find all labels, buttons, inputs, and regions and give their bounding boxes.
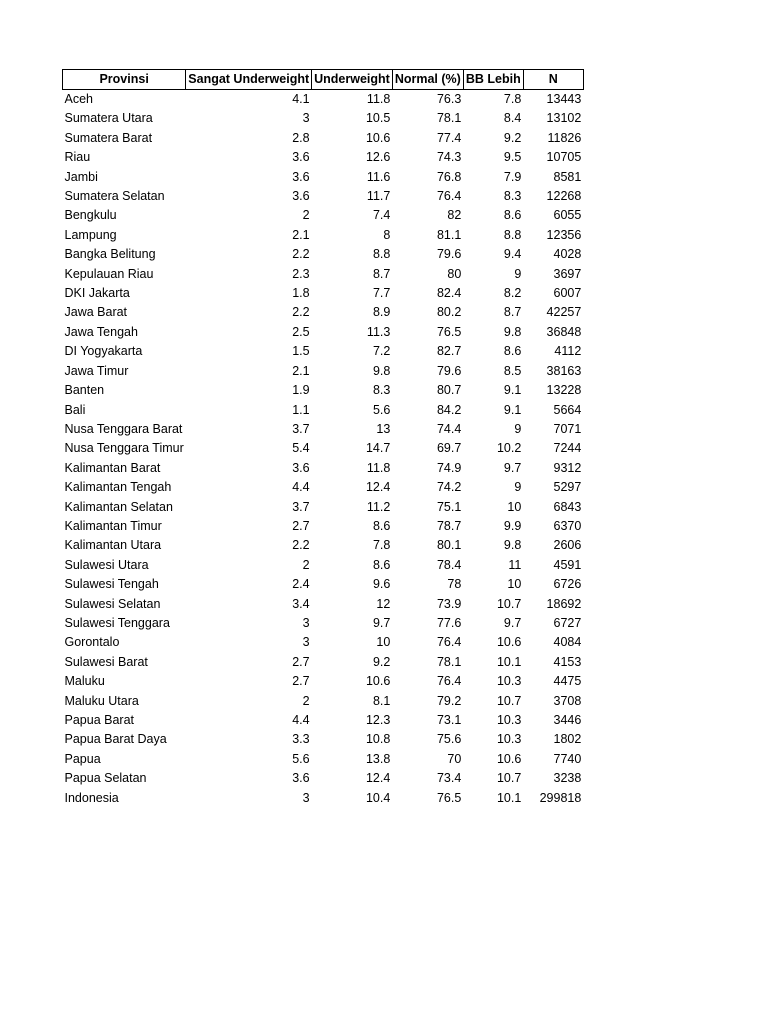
table-row bbox=[63, 303, 584, 322]
province-cell[interactable]: Nusa Tenggara Barat bbox=[64, 421, 183, 436]
table-row bbox=[63, 633, 584, 652]
value-cell[interactable]: 79.6 bbox=[436, 247, 462, 262]
value-cell[interactable]: 7.8 bbox=[372, 538, 391, 553]
column-header[interactable]: Underweight bbox=[312, 70, 393, 90]
province-cell[interactable]: Sumatera Selatan bbox=[64, 189, 165, 204]
value-cell[interactable]: 2 bbox=[302, 693, 310, 708]
value-cell[interactable]: 9.7 bbox=[503, 615, 522, 630]
table-row bbox=[63, 420, 584, 439]
value-cell[interactable]: 12.4 bbox=[365, 771, 391, 786]
value-cell[interactable]: 75.6 bbox=[436, 732, 462, 747]
value-cell[interactable]: 2606 bbox=[553, 538, 582, 553]
value-cell[interactable]: 7.7 bbox=[372, 286, 391, 301]
province-cell[interactable]: Papua Barat Daya bbox=[64, 732, 167, 747]
value-cell[interactable]: 5297 bbox=[553, 480, 582, 495]
value-cell[interactable]: 12.3 bbox=[365, 713, 391, 727]
value-cell[interactable]: 36848 bbox=[546, 324, 582, 339]
value-cell[interactable]: 79.2 bbox=[436, 693, 462, 708]
value-cell[interactable]: 4591 bbox=[553, 557, 582, 572]
province-cell[interactable]: Aceh bbox=[64, 92, 93, 106]
value-cell[interactable]: 13102 bbox=[546, 111, 582, 126]
value-cell[interactable]: 4.4 bbox=[292, 713, 310, 727]
value-cell[interactable]: 73.4 bbox=[436, 771, 462, 786]
province-cell[interactable]: Kepulauan Riau bbox=[64, 266, 154, 281]
value-cell[interactable]: 3 bbox=[302, 111, 310, 126]
table-row bbox=[63, 226, 584, 245]
value-cell[interactable]: 2.7 bbox=[292, 674, 310, 689]
table-row bbox=[63, 168, 584, 187]
value-cell[interactable]: 9.8 bbox=[503, 324, 522, 339]
value-cell[interactable]: 3708 bbox=[553, 693, 582, 708]
value-cell[interactable]: 80 bbox=[447, 266, 462, 281]
table-row bbox=[63, 595, 584, 614]
province-cell[interactable]: Jawa Timur bbox=[64, 363, 129, 378]
value-cell[interactable]: 4028 bbox=[553, 247, 582, 262]
value-cell[interactable]: 75.1 bbox=[436, 499, 462, 514]
value-cell[interactable]: 4084 bbox=[553, 635, 582, 650]
value-cell[interactable]: 76.4 bbox=[436, 189, 462, 204]
value-cell[interactable]: 18692 bbox=[546, 596, 582, 611]
value-cell[interactable]: 299818 bbox=[539, 790, 582, 805]
value-cell[interactable]: 2 bbox=[302, 208, 310, 223]
value-cell[interactable]: 2 bbox=[302, 557, 310, 572]
column-header[interactable]: BB Lebih bbox=[463, 70, 523, 90]
value-cell[interactable]: 2.7 bbox=[292, 518, 310, 533]
value-cell[interactable]: 10.6 bbox=[496, 635, 522, 650]
table-row bbox=[63, 672, 584, 691]
value-cell[interactable]: 82 bbox=[447, 208, 462, 223]
value-cell[interactable]: 1.8 bbox=[292, 286, 310, 301]
value-cell[interactable]: 6055 bbox=[553, 208, 582, 223]
value-cell[interactable]: 78.4 bbox=[436, 557, 462, 572]
value-cell[interactable]: 8.1 bbox=[372, 693, 391, 708]
value-cell[interactable]: 4.1 bbox=[292, 92, 310, 106]
value-cell[interactable]: 9.5 bbox=[503, 150, 522, 165]
value-cell[interactable]: 9.7 bbox=[503, 460, 522, 475]
table-row bbox=[63, 342, 584, 361]
province-cell[interactable]: Papua Selatan bbox=[64, 771, 147, 786]
value-cell[interactable]: 82.7 bbox=[436, 344, 462, 359]
table-row bbox=[63, 769, 584, 788]
value-cell[interactable]: 10.3 bbox=[496, 732, 522, 747]
value-cell[interactable]: 3.4 bbox=[292, 596, 310, 611]
province-cell[interactable]: Bengkulu bbox=[64, 208, 117, 223]
province-cell[interactable]: Sulawesi Tengah bbox=[64, 577, 159, 592]
value-cell[interactable]: 5.4 bbox=[292, 441, 310, 456]
value-cell[interactable]: 10 bbox=[376, 635, 391, 650]
table-row bbox=[63, 692, 584, 711]
value-cell[interactable]: 4153 bbox=[553, 654, 582, 669]
value-cell[interactable]: 8.5 bbox=[503, 363, 522, 378]
value-cell[interactable]: 8.6 bbox=[372, 518, 391, 533]
value-cell[interactable]: 10.5 bbox=[365, 111, 391, 126]
value-cell[interactable]: 76.5 bbox=[436, 790, 462, 805]
value-cell[interactable]: 78 bbox=[447, 577, 462, 592]
value-cell[interactable]: 9 bbox=[514, 480, 522, 495]
value-cell[interactable]: 3.3 bbox=[292, 732, 310, 747]
province-cell[interactable]: Lampung bbox=[64, 227, 117, 242]
value-cell[interactable]: 11.7 bbox=[366, 189, 391, 204]
province-cell[interactable]: Maluku Utara bbox=[64, 693, 139, 708]
value-cell[interactable]: 9.8 bbox=[372, 363, 391, 378]
value-cell[interactable]: 11 bbox=[508, 557, 522, 572]
value-cell[interactable]: 7.8 bbox=[503, 92, 522, 106]
value-cell[interactable]: 13443 bbox=[546, 92, 582, 106]
value-cell[interactable]: 9 bbox=[514, 266, 522, 281]
value-cell[interactable]: 10 bbox=[507, 499, 522, 514]
value-cell[interactable]: 5.6 bbox=[372, 402, 391, 417]
value-cell[interactable]: 11.2 bbox=[366, 499, 391, 514]
table-row bbox=[63, 750, 584, 769]
province-cell[interactable]: Banten bbox=[64, 383, 105, 398]
value-cell[interactable]: 10.3 bbox=[496, 713, 522, 727]
value-cell[interactable]: 2.4 bbox=[292, 577, 310, 592]
table-row bbox=[63, 148, 584, 167]
value-cell[interactable]: 77.6 bbox=[436, 615, 462, 630]
value-cell[interactable]: 8.2 bbox=[503, 286, 522, 301]
province-cell[interactable]: Kalimantan Utara bbox=[64, 538, 162, 553]
spreadsheet bbox=[62, 69, 584, 808]
province-cell[interactable]: Papua bbox=[64, 751, 101, 766]
province-cell[interactable]: Sulawesi Selatan bbox=[64, 596, 161, 611]
province-cell[interactable]: Bali bbox=[64, 402, 86, 417]
table-row bbox=[63, 789, 584, 808]
value-cell[interactable]: 11826 bbox=[547, 130, 582, 145]
value-cell[interactable]: 73.9 bbox=[436, 596, 462, 611]
province-cell[interactable]: Jawa Barat bbox=[64, 305, 128, 320]
table-row bbox=[63, 284, 584, 303]
value-cell[interactable]: 80.2 bbox=[436, 305, 462, 320]
column-header[interactable]: Normal (%) bbox=[392, 70, 463, 90]
table-body bbox=[63, 90, 584, 809]
table-row bbox=[63, 362, 584, 381]
value-cell[interactable]: 13228 bbox=[546, 383, 582, 398]
value-cell[interactable]: 4475 bbox=[553, 674, 582, 689]
value-cell[interactable]: 13.8 bbox=[365, 751, 391, 766]
value-cell[interactable]: 3.6 bbox=[292, 189, 310, 204]
value-cell[interactable]: 1802 bbox=[553, 732, 582, 747]
value-cell[interactable]: 9.2 bbox=[372, 654, 391, 669]
value-cell[interactable]: 7244 bbox=[553, 441, 582, 456]
value-cell[interactable]: 8581 bbox=[553, 169, 582, 184]
table-row bbox=[63, 459, 584, 478]
value-cell[interactable]: 77.4 bbox=[436, 130, 462, 145]
header-row bbox=[63, 70, 584, 90]
value-cell[interactable]: 73.1 bbox=[436, 713, 462, 727]
province-cell[interactable]: Gorontalo bbox=[64, 635, 120, 650]
province-cell[interactable]: Riau bbox=[64, 150, 91, 165]
value-cell[interactable]: 2.1 bbox=[292, 227, 310, 242]
province-cell[interactable]: Sumatera Utara bbox=[64, 111, 153, 126]
value-cell[interactable]: 7.9 bbox=[503, 169, 522, 184]
value-cell[interactable]: 9.2 bbox=[503, 130, 522, 145]
value-cell[interactable]: 9.9 bbox=[503, 518, 522, 533]
value-cell[interactable]: 11.6 bbox=[366, 169, 391, 184]
table-row bbox=[63, 536, 584, 555]
value-cell[interactable]: 8.3 bbox=[372, 383, 391, 398]
value-cell[interactable]: 8 bbox=[383, 227, 391, 242]
value-cell[interactable]: 4112 bbox=[554, 344, 582, 359]
value-cell[interactable]: 74.3 bbox=[436, 150, 462, 165]
value-cell[interactable]: 3 bbox=[302, 635, 310, 650]
table-row bbox=[63, 711, 584, 730]
province-cell[interactable]: Indonesia bbox=[64, 790, 119, 805]
value-cell[interactable]: 10.7 bbox=[496, 771, 522, 786]
province-cell[interactable]: Sumatera Barat bbox=[64, 130, 153, 145]
value-cell[interactable]: 9.7 bbox=[372, 615, 391, 630]
value-cell[interactable]: 3 bbox=[302, 790, 310, 805]
value-cell[interactable]: 3.6 bbox=[292, 460, 310, 475]
value-cell[interactable]: 2.2 bbox=[292, 538, 310, 553]
province-cell[interactable]: Jambi bbox=[64, 169, 98, 184]
value-cell[interactable]: 8.8 bbox=[503, 227, 522, 242]
table-row bbox=[63, 381, 584, 400]
province-cell[interactable]: Jawa Tengah bbox=[64, 324, 138, 339]
value-cell[interactable]: 9.8 bbox=[503, 538, 522, 553]
value-cell[interactable]: 8.8 bbox=[372, 247, 391, 262]
value-cell[interactable]: 3.7 bbox=[292, 499, 310, 514]
table-row bbox=[63, 401, 584, 420]
value-cell[interactable]: 3238 bbox=[553, 771, 582, 786]
value-cell[interactable]: 7740 bbox=[553, 751, 582, 766]
table-row bbox=[63, 498, 584, 517]
province-cell[interactable]: Kalimantan Selatan bbox=[64, 499, 173, 514]
value-cell[interactable]: 84.2 bbox=[436, 402, 462, 417]
value-cell[interactable]: 12268 bbox=[546, 189, 582, 204]
value-cell[interactable]: 10.6 bbox=[365, 674, 391, 689]
table-row bbox=[63, 439, 584, 458]
value-cell[interactable]: 7.4 bbox=[372, 208, 391, 223]
table-row bbox=[63, 265, 584, 284]
province-cell[interactable]: Kalimantan Tengah bbox=[64, 480, 172, 495]
value-cell[interactable]: 9.4 bbox=[503, 247, 522, 262]
value-cell[interactable]: 8.7 bbox=[503, 305, 522, 320]
value-cell[interactable]: 10.3 bbox=[496, 674, 522, 689]
province-cell[interactable]: Maluku bbox=[64, 674, 105, 689]
table-row bbox=[63, 323, 584, 342]
value-cell[interactable]: 5664 bbox=[553, 402, 582, 417]
value-cell[interactable]: 5.6 bbox=[292, 751, 310, 766]
value-cell[interactable]: 10.6 bbox=[496, 751, 522, 766]
value-cell[interactable]: 10 bbox=[507, 577, 522, 592]
value-cell[interactable]: 3446 bbox=[553, 713, 582, 727]
value-cell[interactable]: 11.3 bbox=[366, 324, 391, 339]
column-header[interactable]: Provinsi bbox=[63, 70, 186, 90]
value-cell[interactable]: 74.4 bbox=[436, 421, 462, 436]
province-cell[interactable]: Nusa Tenggara Timur bbox=[64, 441, 184, 456]
value-cell[interactable]: 80.1 bbox=[436, 538, 462, 553]
value-cell[interactable]: 80.7 bbox=[436, 383, 462, 398]
value-cell[interactable]: 3 bbox=[302, 615, 310, 630]
value-cell[interactable]: 76.8 bbox=[436, 169, 462, 184]
value-cell[interactable]: 8.4 bbox=[503, 111, 522, 126]
province-cell[interactable]: Sulawesi Utara bbox=[64, 557, 149, 572]
value-cell[interactable]: 10705 bbox=[546, 150, 582, 165]
table-row bbox=[63, 109, 584, 128]
value-cell[interactable]: 8.6 bbox=[503, 344, 522, 359]
value-cell[interactable]: 10.6 bbox=[365, 130, 391, 145]
value-cell[interactable]: 6727 bbox=[553, 615, 582, 630]
value-cell[interactable]: 10.8 bbox=[365, 732, 391, 747]
value-cell[interactable]: 8.7 bbox=[372, 266, 391, 281]
province-cell[interactable]: Sulawesi Barat bbox=[64, 654, 148, 669]
value-cell[interactable]: 12.4 bbox=[365, 480, 391, 495]
table-row bbox=[63, 478, 584, 497]
value-cell[interactable]: 10.7 bbox=[496, 693, 522, 708]
value-cell[interactable]: 11.8 bbox=[366, 92, 391, 106]
value-cell[interactable]: 7.2 bbox=[372, 344, 391, 359]
value-cell[interactable]: 7071 bbox=[553, 421, 582, 436]
value-cell[interactable]: 1.9 bbox=[292, 383, 310, 398]
value-cell[interactable]: 8.9 bbox=[372, 305, 391, 320]
table-row bbox=[63, 730, 584, 749]
value-cell[interactable]: 8.3 bbox=[503, 189, 522, 204]
value-cell[interactable]: 82.4 bbox=[436, 286, 462, 301]
value-cell[interactable]: 74.9 bbox=[436, 460, 462, 475]
value-cell[interactable]: 76.5 bbox=[436, 324, 462, 339]
data-table bbox=[62, 69, 584, 808]
value-cell[interactable]: 10.7 bbox=[496, 596, 522, 611]
value-cell[interactable]: 3.6 bbox=[292, 150, 310, 165]
value-cell[interactable]: 2.1 bbox=[292, 363, 310, 378]
value-cell[interactable]: 10.2 bbox=[496, 441, 522, 456]
value-cell[interactable]: 12.6 bbox=[365, 150, 391, 165]
value-cell[interactable]: 78.7 bbox=[436, 518, 462, 533]
value-cell[interactable]: 6007 bbox=[553, 286, 582, 301]
value-cell[interactable]: 76.4 bbox=[436, 635, 462, 650]
value-cell[interactable]: 78.1 bbox=[436, 654, 462, 669]
value-cell[interactable]: 3.6 bbox=[292, 169, 310, 184]
value-cell[interactable]: 3697 bbox=[553, 266, 582, 281]
value-cell[interactable]: 1.5 bbox=[292, 344, 310, 359]
province-cell[interactable]: Kalimantan Timur bbox=[64, 518, 162, 533]
value-cell[interactable]: 38163 bbox=[546, 363, 582, 378]
value-cell[interactable]: 76.3 bbox=[436, 92, 462, 106]
table-row bbox=[63, 245, 584, 264]
value-cell[interactable]: 42257 bbox=[546, 305, 582, 320]
table-row bbox=[63, 517, 584, 536]
table-row bbox=[63, 187, 584, 206]
table-row bbox=[63, 90, 584, 110]
table-row bbox=[63, 653, 584, 672]
value-cell[interactable]: 9.1 bbox=[503, 402, 522, 417]
value-cell[interactable]: 12356 bbox=[546, 227, 582, 242]
value-cell[interactable]: 10.1 bbox=[496, 790, 522, 805]
value-cell[interactable]: 6370 bbox=[553, 518, 582, 533]
value-cell[interactable]: 2.8 bbox=[292, 130, 310, 145]
table-row bbox=[63, 206, 584, 225]
value-cell[interactable]: 2.5 bbox=[292, 324, 310, 339]
value-cell[interactable]: 79.6 bbox=[436, 363, 462, 378]
value-cell[interactable]: 9.6 bbox=[372, 577, 391, 592]
value-cell[interactable]: 9312 bbox=[553, 460, 582, 475]
table-row bbox=[63, 556, 584, 575]
value-cell[interactable]: 10.4 bbox=[365, 790, 391, 805]
province-cell[interactable]: Sulawesi Tenggara bbox=[64, 615, 170, 630]
value-cell[interactable]: 69.7 bbox=[436, 441, 462, 456]
value-cell[interactable]: 2.2 bbox=[292, 247, 310, 262]
province-cell[interactable]: Kalimantan Barat bbox=[64, 460, 161, 475]
value-cell[interactable]: 8.6 bbox=[372, 557, 391, 572]
province-cell[interactable]: DI Yogyakarta bbox=[64, 344, 143, 359]
value-cell[interactable]: 8.6 bbox=[503, 208, 522, 223]
value-cell[interactable]: 81.1 bbox=[436, 227, 462, 242]
value-cell[interactable]: 6726 bbox=[553, 577, 582, 592]
province-cell[interactable]: DKI Jakarta bbox=[64, 286, 130, 301]
value-cell[interactable]: 3.7 bbox=[292, 421, 310, 436]
value-cell[interactable]: 11.8 bbox=[366, 460, 391, 475]
province-cell[interactable]: Papua Barat bbox=[64, 713, 134, 727]
value-cell[interactable]: 9.1 bbox=[503, 383, 522, 398]
value-cell[interactable]: 4.4 bbox=[292, 480, 310, 495]
value-cell[interactable]: 14.7 bbox=[365, 441, 391, 456]
value-cell[interactable]: 78.1 bbox=[436, 111, 462, 126]
value-cell[interactable]: 2.7 bbox=[292, 654, 310, 669]
value-cell[interactable]: 1.1 bbox=[292, 402, 310, 417]
value-cell[interactable]: 74.2 bbox=[436, 480, 462, 495]
value-cell[interactable]: 13 bbox=[376, 421, 391, 436]
value-cell[interactable]: 9 bbox=[514, 421, 522, 436]
value-cell[interactable]: 6843 bbox=[553, 499, 582, 514]
value-cell[interactable]: 2.2 bbox=[292, 305, 310, 320]
column-header[interactable]: Sangat Underweight bbox=[186, 70, 312, 90]
table-row bbox=[63, 614, 584, 633]
table-row bbox=[63, 575, 584, 594]
table-row bbox=[63, 129, 584, 148]
value-cell[interactable]: 3.6 bbox=[292, 771, 310, 786]
column-header[interactable]: N bbox=[523, 70, 583, 90]
value-cell[interactable]: 76.4 bbox=[436, 674, 462, 689]
province-cell[interactable]: Bangka Belitung bbox=[64, 247, 156, 262]
value-cell[interactable]: 2.3 bbox=[292, 266, 310, 281]
value-cell[interactable]: 12 bbox=[376, 596, 391, 611]
value-cell[interactable]: 10.1 bbox=[496, 654, 522, 669]
value-cell[interactable]: 70 bbox=[447, 751, 462, 766]
